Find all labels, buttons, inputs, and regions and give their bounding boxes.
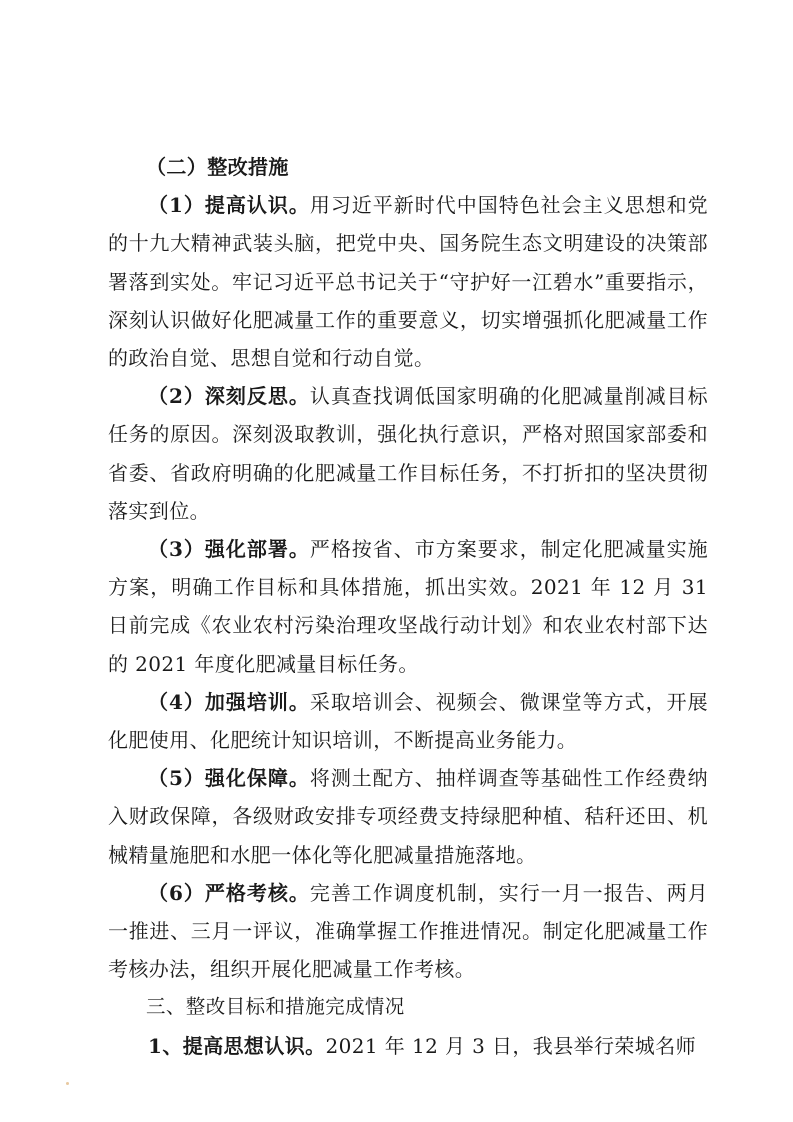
- measure-text-3: 严格按省、市方案要求，制定化肥减量实施方案，明确工作目标和具体措施，抓出实效。2021 年 12 月 31 日前完成《农业农村污染治理攻坚战行动计划》和农业农村部下达的 2021 年度化肥减量目标任务。: [108, 537, 708, 676]
- measure-lead-6: （6）严格考核。: [148, 880, 310, 905]
- measure-paragraph-1: [108, 186, 708, 377]
- measure-lead-5: （5）强化保障。: [148, 766, 310, 791]
- scan-speck: [66, 1082, 69, 1085]
- subheading-rectification-measures: （二）整改措施: [146, 155, 289, 179]
- measure-paragraph-6: [108, 874, 708, 989]
- completion-item-1-lead: 1、提高思想认识。: [148, 1033, 326, 1058]
- section-3-heading: 三、整改目标和措施完成情况: [146, 995, 405, 1019]
- measure-paragraph-2: [108, 377, 708, 530]
- completion-item-1-text: 2021 年 12 月 3 日，我县举行荣城名师: [325, 1033, 696, 1058]
- measure-text-5: 将测土配方、抽样调查等基础性工作经费纳入财政保障，各级财政安排专项经费支持绿肥种植、秸秆还田、机械精量施肥和水肥一体化等化肥减量措施落地。: [108, 766, 708, 867]
- measure-text-6: 完善工作调度机制，实行一月一报告、两月一推进、三月一评议，准确掌握工作推进情况。制定化肥减量工作考核办法，组织开展化肥减量工作考核。: [108, 880, 708, 982]
- measure-text-4: 采取培训会、视频会、微课堂等方式，开展化肥使用、化肥统计知识培训，不断提高业务能力。: [108, 689, 708, 753]
- measure-text-2: 认真查找调低国家明确的化肥减量削减目标任务的原因。深刻汲取教训，强化执行意识，严格对照国家部委和省委、省政府明确的化肥减量工作目标任务，不打折扣的坚决贯彻落实到位。: [108, 384, 708, 523]
- measure-paragraph-3: [108, 530, 708, 683]
- measure-lead-2: （2）深刻反思。: [148, 384, 310, 409]
- measure-text-1: 用习近平新时代中国特色社会主义思想和党的十九大精神武装头脑，把党中央、国务院生态文明建设的决策部署落到实处。牢记习近平总书记关于“守护好一江碧水”重要指示，深刻认识做好化肥减量工作的重要意义，切实增强抓化肥减量工作的政治自觉、思想自觉和行动自觉。: [108, 193, 708, 371]
- measure-lead-4: （4）加强培训。: [148, 689, 310, 714]
- measure-paragraph-5: [108, 759, 708, 874]
- measure-lead-3: （3）强化部署。: [148, 537, 310, 562]
- document-body: [108, 148, 708, 1065]
- measure-paragraph-4: [108, 683, 708, 759]
- measure-lead-1: （1）提高认识。: [148, 193, 310, 218]
- completion-item-1: [108, 1027, 708, 1065]
